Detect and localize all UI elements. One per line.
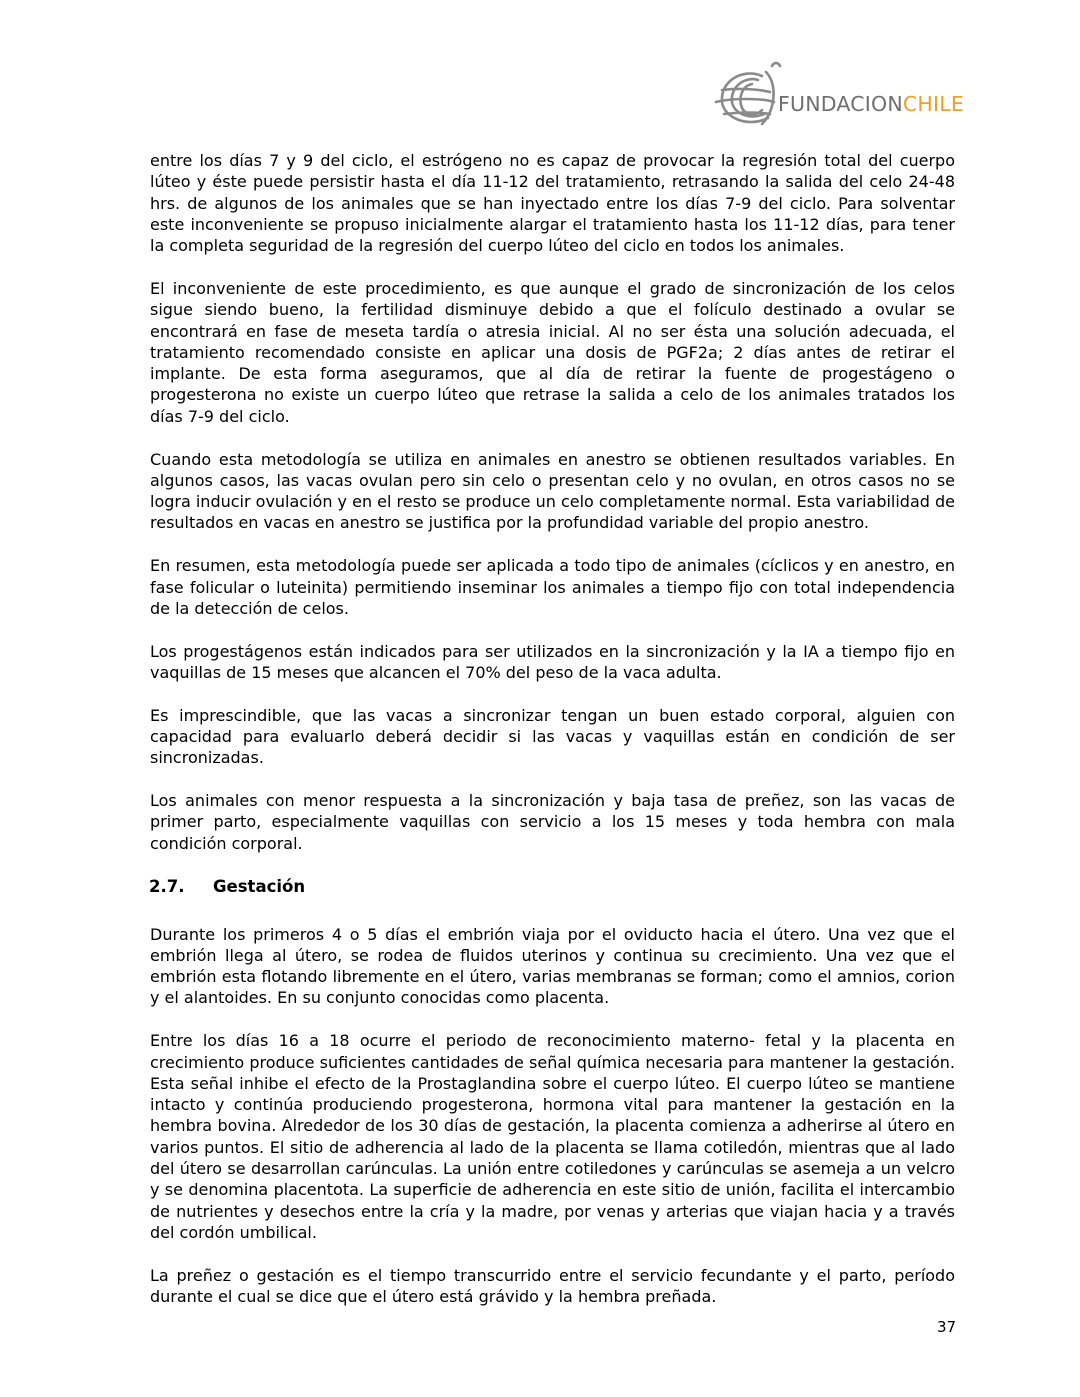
section-title: Gestación — [213, 876, 306, 896]
paragraph: La preñez o gestación es el tiempo transcurrido entre el servicio fecundante y el parto, período durante el cual se dice que el útero está grávido y la hembra preñada. — [150, 1265, 955, 1306]
logo-text-fundacion: FUNDACION — [778, 92, 903, 116]
logo-text-chile: CHILE — [902, 92, 965, 116]
document-body — [150, 150, 955, 1329]
section-heading — [149, 876, 955, 897]
paragraph: entre los días 7 y 9 del ciclo, el estrógeno no es capaz de provocar la regresión total del cuerpo lúteo y éste puede persistir hasta el día 11-12 del tratamiento, retrasando la salida del celo 24-48 hrs. de algunos de los animales que se han inyectado entre los días 7-9 del ciclo. Para solventar este inconveniente se propuso inicialmente alargar el tratamiento hasta los 11-12 días, para tener la completa seguridad de la regresión del cuerpo lúteo del ciclo en todos los animales. — [150, 151, 955, 256]
paragraph: Los animales con menor respuesta a la sincronización y baja tasa de preñez, son las vacas de primer parto, especialmente vaquillas con servicio a los 15 meses y toda hembra con mala condición corporal. — [150, 791, 955, 853]
fundacion-chile-logo — [712, 58, 965, 130]
paragraph: Es imprescindible, que las vacas a sincronizar tengan un buen estado corporal, alguien con capacidad para evaluarlo deberá decidir si las vacas y vaquillas están en condición de ser sincronizadas. — [150, 705, 955, 768]
paragraph: Entre los días 16 a 18 ocurre el periodo de reconocimiento materno- fetal y la placenta en crecimiento produce suficientes cantidades de señal química necesaria para mantener la gestación. Esta señal inhibe el efecto de la Prostaglandina sobre el cuerpo lúteo. El cuerpo lúteo se mantiene intacto y continúa produciendo progesterona, hormona vital para mantener la gestación en la hembra bovina. Alrededor de los 30 días de gestación, la placenta comienza a adherirse al útero en varios puntos. El sitio de adherencia al lado de la placenta se llama cotiledón, mientras que al lado del útero se desarrollan carúnculas. La unión entre cotiledones y carúnculas se asemeja a un velcro y se denomina placentota. La superficie de adherencia en este sitio de unión, facilita el intercambio de nutrientes y desechos entre la cría y la madre, por venas y arterias que viajan hacia y a través del cordón umbilical. — [150, 1031, 955, 1242]
paragraph: En resumen, esta metodología puede ser aplicada a todo tipo de animales (cíclicos y en anestro, en fase folicular o luteinita) permitiendo inseminar los animales a tiempo fijo con total independencia de la detección de celos. — [150, 556, 955, 618]
paragraph: Los progestágenos están indicados para ser utilizados en la sincronización y la IA a tiempo fijo en vaquillas de 15 meses que alcancen el 70% del peso de la vaca adulta. — [150, 641, 955, 682]
paragraph: Cuando esta metodología se utiliza en animales en anestro se obtienen resultados variables. En algunos casos, las vacas ovulan pero sin celo o presentan celo y no ovulan, en otros casos no se logra inducir ovulación y en el resto se produce un celo completamente normal. Esta variabilidad de resultados en vacas en anestro se justifica por la profundidad variable del propio anestro. — [150, 449, 956, 533]
paragraph: Durante los primeros 4 o 5 días el embrión viaja por el oviducto hacia el útero. Una vez que el embrión llega al útero, se rodea de fluidos uterinos y continua su crecimiento. Una vez que el embrión esta flotando libremente en el útero, varias membranas se forman; como el amnios, corion y el alantoides. En su conjunto conocidas como placenta. — [150, 924, 955, 1008]
page-number: 37 — [937, 1318, 957, 1336]
logo-wordmark — [778, 94, 964, 115]
section-number: 2.7. — [149, 876, 185, 896]
paragraph: El inconveniente de este procedimiento, es que aunque el grado de sincronización de los celos sigue siendo bueno, la fertilidad disminuye debido a que el folículo destinado a ovular se encontrará en fase de meseta tardía o atresia inicial. Al no ser ésta una solución adecuada, el tratamiento recomendado consiste en aplicar una dosis de PGF2a; 2 días antes de retirar el implante. De esta forma aseguramos, que al día de retirar la fuente de progestágeno o progesterona no existe un cuerpo lúteo que retrase la salida a celo de los animales tratados los días 7-9 del ciclo. — [150, 278, 955, 426]
